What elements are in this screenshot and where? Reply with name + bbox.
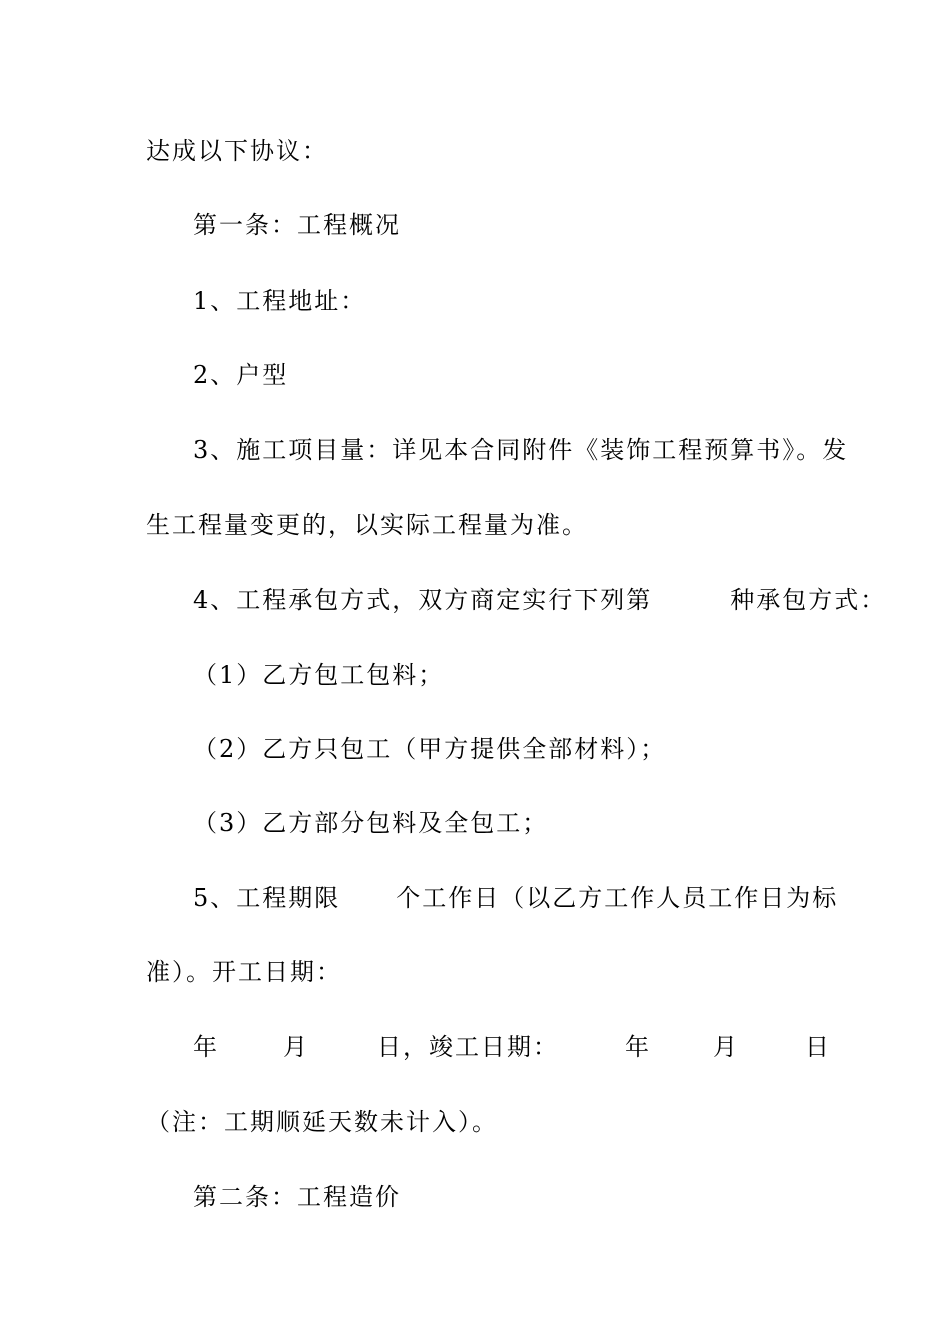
contract-method-text-a: 4、工程承包方式，双方商定实行下列第 (193, 586, 653, 614)
completion-month: 月 (713, 1033, 739, 1061)
start-year: 年 (193, 1033, 219, 1061)
contract-method-text-b: 种承包方式： (730, 586, 887, 614)
project-period (193, 883, 838, 913)
contract-method (193, 585, 886, 615)
method-option-2: （2）乙方只包工（甲方提供全部材料）； (193, 735, 667, 763)
project-period-text-a: 5、工程期限 (193, 884, 341, 912)
completion-year: 年 (625, 1033, 651, 1061)
project-address: 1、工程地址： (193, 287, 367, 315)
period-note: （注：工期顺延天数未计入）。 (146, 1108, 498, 1136)
start-day-completion-label: 日，竣工日期： (377, 1033, 559, 1061)
project-period-text-b: 个工作日（以乙方工作人员工作日为标 (396, 884, 839, 912)
construction-scope-line-1: 3、施工项目量：详见本合同附件《装饰工程预算书》。发 (193, 436, 849, 464)
project-period-continued: 准）。开工日期： (146, 958, 342, 986)
method-option-3: （3）乙方部分包料及全包工； (193, 809, 549, 837)
project-dates (193, 1032, 831, 1062)
agreement-intro: 达成以下协议： (146, 137, 328, 165)
article-2-title: 第二条：工程造价 (193, 1183, 401, 1211)
completion-day: 日 (805, 1033, 831, 1061)
article-1-title: 第一条：工程概况 (193, 211, 401, 239)
start-month: 月 (283, 1033, 309, 1061)
construction-scope-line-2: 生工程量变更的，以实际工程量为准。 (146, 511, 588, 539)
method-option-1: （1）乙方包工包料； (193, 661, 445, 689)
house-type: 2、户型 (193, 361, 289, 389)
